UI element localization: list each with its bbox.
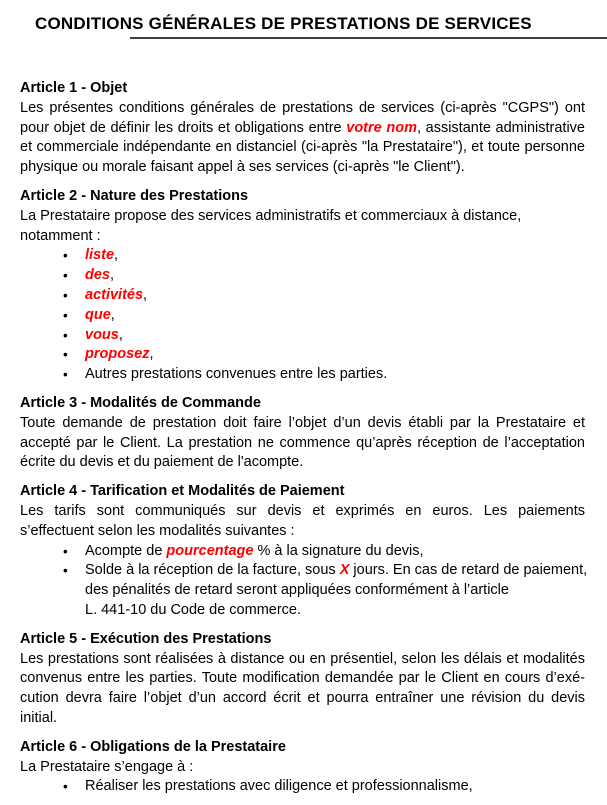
text-line bbox=[20, 119, 585, 139]
article-5-heading: Article 5 - Exécution des Prestations bbox=[20, 630, 272, 647]
text-line: accepté par le Client. La prestation ne commence qu’après réception de l’acceptation bbox=[20, 434, 585, 451]
placeholder-liste: liste bbox=[85, 247, 115, 264]
text-line: physique ou morale faisant appel à ses services (ci-après "le Client"). bbox=[20, 159, 465, 176]
text-line: L. 441-10 du Code de commerce. bbox=[85, 601, 302, 618]
article-5-section bbox=[20, 630, 585, 729]
placeholder-des: des bbox=[85, 267, 110, 284]
list-item bbox=[62, 306, 585, 326]
article-6-intro bbox=[20, 758, 585, 778]
text-line: des pénalités de retard seront appliquées conformément à l’article bbox=[85, 582, 509, 599]
article-3-heading: Article 3 - Modalités de Commande bbox=[20, 394, 261, 411]
article-2-section bbox=[20, 187, 585, 385]
article-3-body bbox=[20, 414, 585, 473]
placeholder-vous: vous bbox=[85, 326, 119, 343]
text-line: Les présentes conditions générales de prestations de services (ci-après "CGPS") ont bbox=[20, 99, 585, 116]
article-4-intro bbox=[20, 502, 585, 542]
text-line: Les prestations sont réalisées à distance ou en présentiel, selon les délais et modalités bbox=[20, 650, 585, 667]
placeholder-votre-nom: votre nom bbox=[346, 119, 417, 136]
text-line: La Prestataire s’engage à : bbox=[20, 758, 194, 775]
article-2-intro bbox=[20, 207, 585, 247]
document-title: CONDITIONS GÉNÉRALES DE PRESTATIONS DE SERVICES bbox=[35, 14, 532, 33]
text-line: initial. bbox=[20, 709, 58, 726]
article-6-heading: Article 6 - Obligations de la Prestataire bbox=[20, 738, 286, 755]
list-item: • Autres prestations convenues entre les parties. bbox=[62, 365, 585, 385]
text-segment: , bbox=[143, 286, 148, 303]
article-4-heading: Article 4 - Tarification et Modalités de Paiement bbox=[20, 483, 345, 500]
payment-terms-list bbox=[20, 542, 588, 621]
placeholder-activites: activités bbox=[85, 286, 144, 303]
placeholder-que: que bbox=[85, 306, 111, 323]
article-3-section bbox=[20, 394, 585, 473]
document-header bbox=[20, 13, 585, 35]
list-item bbox=[62, 345, 585, 365]
list-item bbox=[62, 286, 585, 306]
placeholder-x-jours: X bbox=[339, 562, 350, 579]
text-line: convenus entre les parties. Toute modification demandée par le Client en cours d’exé- bbox=[20, 670, 585, 687]
list-item bbox=[62, 266, 585, 286]
text-segment: Acompte de bbox=[85, 542, 167, 559]
article-4-section bbox=[20, 482, 588, 621]
placeholder-pourcentage: pourcentage bbox=[166, 542, 254, 559]
article-1-body bbox=[20, 99, 585, 178]
text-line: écrite du devis et du paiement de l'acompte. bbox=[20, 454, 304, 471]
text-line bbox=[85, 561, 588, 581]
text-segment: , bbox=[110, 267, 115, 284]
text-line: et commerciale indépendante en distanciel (ci-après "la Prestataire"), et toute personne bbox=[20, 139, 585, 156]
list-item bbox=[62, 326, 585, 346]
text-segment: , bbox=[149, 346, 154, 363]
text-line: s’effectuent selon les modalités suivantes : bbox=[20, 522, 295, 539]
text-segment: jours. En cas de retard de paiement, bbox=[349, 562, 588, 579]
text-segment: , bbox=[114, 247, 119, 264]
text-line: cution devra faire l’objet d’un accord écrit et pourra entraîner une révision du devis bbox=[20, 690, 585, 707]
list-item: • Réaliser les prestations avec diligence et professionnalisme, bbox=[62, 777, 585, 797]
text-line: La Prestataire propose des services administratifs et commerciaux à distance, bbox=[20, 207, 522, 224]
text-segment: , bbox=[110, 306, 115, 323]
list-item bbox=[62, 561, 588, 620]
obligations-list bbox=[20, 777, 585, 797]
text-segment: , bbox=[118, 326, 123, 343]
list-item bbox=[62, 542, 585, 562]
title-underline bbox=[130, 37, 607, 39]
text-line: Les tarifs sont communiqués sur devis et exprimés en euros. Les paiements bbox=[20, 502, 585, 519]
text-segment: , assistante administrative bbox=[416, 119, 586, 136]
article-1-section bbox=[20, 79, 585, 178]
article-5-body bbox=[20, 650, 585, 729]
text-segment: pour objet de définir les droits et obligations entre bbox=[20, 119, 347, 136]
article-6-section bbox=[20, 738, 585, 797]
placeholder-proposez: proposez bbox=[85, 346, 150, 363]
article-1-heading: Article 1 - Objet bbox=[20, 80, 128, 96]
services-list bbox=[20, 246, 585, 385]
text-segment: % à la signature du devis, bbox=[253, 542, 424, 559]
article-2-heading: Article 2 - Nature des Prestations bbox=[20, 187, 249, 204]
text-line: notamment : bbox=[20, 227, 101, 244]
text-segment: Solde à la réception de la facture, sous bbox=[85, 562, 340, 579]
list-item bbox=[62, 246, 585, 266]
text-line: Toute demande de prestation doit faire l’objet d’un devis établi par la Prestataire et bbox=[20, 414, 585, 431]
